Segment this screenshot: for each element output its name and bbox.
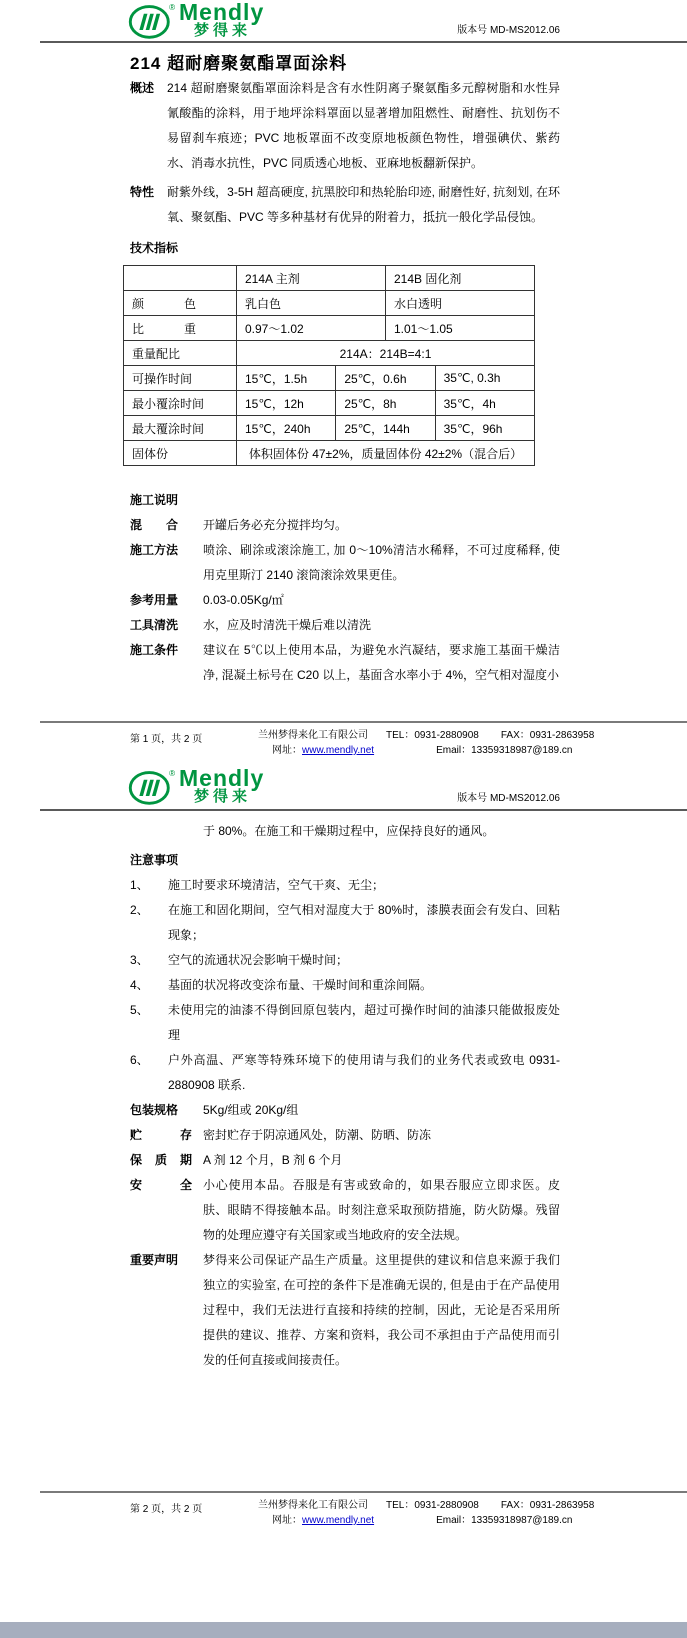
- cleaning-label: 工具清洗: [130, 618, 179, 632]
- packaging-text: 5Kg/组或 20Kg/组: [203, 1103, 299, 1117]
- note-text: 户外高温、严寒等特殊环境下的使用请与我们的业务代表或致电 0931-2880908 联系.: [168, 1053, 560, 1092]
- company-email: Email：13359318987@189.cn: [436, 745, 573, 756]
- footer-content: [130, 728, 687, 758]
- company-fax: FAX：0931-2863958: [500, 730, 595, 741]
- minrecoat-label: 最小覆涂时间: [124, 391, 237, 416]
- page1-footer: [0, 721, 687, 758]
- table-row-min-recoat: [124, 391, 535, 416]
- statement-text: 梦得来公司保证产品生产质量。这里提供的建议和信息来源于我们独立的实验室, 在可控的条件下是准确无误的, 但是由于在产品使用过程中，我们无法进行直接和持续的控制，因此，无论是否采用所提供的建议、推荐、方案和资料，我公司不承担由于产品使用而引发的任何直接或间接责任。: [203, 1253, 560, 1367]
- conditions-continuation-row: [130, 819, 560, 844]
- mixing-row: [130, 513, 560, 538]
- page1-header: [0, 0, 687, 41]
- note-number: 6、: [130, 1053, 149, 1067]
- gravity-b: 1.01～1.05: [385, 316, 534, 341]
- dosage-row: [130, 588, 560, 613]
- safety-text: 小心使用本品。吞服是有害或致命的，如果吞服应立即求医。皮肤、眼睛不得接触本品。时刻注意采取预防措施，防火防爆。残留物的处理应遵守有关国家或当地政府的安全法规。: [203, 1178, 560, 1242]
- ratio-label: 重量配比: [124, 341, 237, 366]
- potlife-15: 15℃，1.5h: [237, 366, 336, 391]
- site-label: 网址：: [272, 1515, 302, 1526]
- shelf-life-label: 保质期: [130, 1153, 192, 1167]
- cleaning-row: [130, 613, 560, 638]
- continuation-spacer: [130, 819, 203, 844]
- note-text: 施工时要求环境清洁，空气干爽、无尘；: [168, 878, 385, 892]
- potlife-label: 可操作时间: [124, 366, 237, 391]
- potlife-25: 25℃，0.6h: [336, 366, 435, 391]
- storage-row: [130, 1123, 560, 1148]
- brand-logo: [128, 765, 265, 806]
- note-text: 基面的状况将改变涂布量、干燥时间和重涂间隔。: [168, 978, 433, 992]
- table-row-solids: [124, 441, 535, 466]
- brand-text: [179, 2, 264, 39]
- note-text: 空气的流通状况会影响干燥时间；: [168, 953, 349, 967]
- overview-text: 214 超耐磨聚氨酯罩面涂料是含有水性阴离子聚氨酯多元醇树脂和水性异氰酸酯的涂料，用于地坪涂料罩面以显著增加阻燃性、耐磨性、抗划伤不易留刹车痕迹；PVC 地板罩面不改变原地板颜色物性，增强碘伏、紫药水、消毒水抗性，PVC 同质透心地板、亚麻地板翻新保护。: [167, 81, 560, 170]
- statement-label: 重要声明: [130, 1253, 179, 1267]
- table-row-potlife: [124, 366, 535, 391]
- brand-logo: [128, 2, 264, 40]
- contact-line: [272, 1513, 594, 1528]
- version-label: 版本号 MD-MS2012.06: [457, 25, 560, 36]
- brand-name-en: Mendly: [179, 0, 265, 25]
- company-tel: TEL：0931-2880908: [386, 730, 479, 741]
- registered-mark: ®: [169, 3, 176, 13]
- table-row-color: [124, 291, 535, 316]
- method-text: 喷涂、刷涂或滚涂施工, 加 0～10%清洁水稀释，不可过度稀释, 使用克里斯汀 2140 滚筒滚涂效果更佳。: [203, 543, 560, 582]
- overview-section: [130, 76, 560, 176]
- cell-empty: [124, 266, 237, 291]
- potlife-35: 35℃, 0.3h: [435, 366, 534, 391]
- header-rule: [40, 809, 687, 811]
- mixing-label: 混合: [130, 518, 178, 532]
- note-item: [130, 1048, 560, 1098]
- conditions-label: 施工条件: [130, 643, 179, 657]
- dosage-label: 参考用量: [130, 593, 179, 607]
- company-name: 兰州梦得来化工有限公司: [258, 730, 368, 741]
- brand-name-cn: 梦得来: [194, 788, 252, 805]
- solids-label: 固体份: [124, 441, 237, 466]
- page-number: 第 2 页，共 2 页: [130, 1504, 203, 1515]
- maxrecoat-25: 25℃，144h: [336, 416, 435, 441]
- packaging-label: 包装规格: [130, 1103, 179, 1117]
- specs-heading: 技术指标: [130, 241, 179, 255]
- cell-col-a: 214A 主剂: [237, 266, 386, 291]
- note-number: 4、: [130, 978, 149, 992]
- minrecoat-15: 15℃，12h: [237, 391, 336, 416]
- note-number: 5、: [130, 1003, 149, 1017]
- page-2: [0, 760, 687, 1373]
- registered-mark: ®: [169, 769, 176, 779]
- note-number: 3、: [130, 953, 149, 967]
- footer-rule: [40, 1491, 687, 1493]
- page-title: 214 超耐磨聚氨酯罩面涂料: [130, 54, 348, 73]
- method-row: [130, 538, 560, 588]
- conditions-row: [130, 638, 560, 688]
- header-rule: [40, 41, 687, 43]
- storage-label: 贮存: [130, 1128, 192, 1142]
- features-section: [130, 180, 560, 230]
- brand-name-en: Mendly: [179, 765, 265, 791]
- site-label: 网址：: [272, 745, 302, 756]
- packaging-row: [130, 1098, 560, 1123]
- note-item: [130, 948, 560, 973]
- mendly-logo-icon: [128, 2, 176, 40]
- cell-col-b: 214B 固化剂: [385, 266, 534, 291]
- construction-heading: 施工说明: [130, 493, 179, 507]
- company-block: [258, 728, 594, 758]
- page-1: [0, 0, 687, 688]
- maxrecoat-15: 15℃，240h: [237, 416, 336, 441]
- table-row-ratio: [124, 341, 535, 366]
- maxrecoat-35: 35℃，96h: [435, 416, 534, 441]
- minrecoat-25: 25℃，8h: [336, 391, 435, 416]
- website-link[interactable]: www.mendly.net: [302, 745, 375, 756]
- version-label: 版本号 MD-MS2012.06: [457, 793, 560, 804]
- method-label: 施工方法: [130, 543, 179, 557]
- brand-text: [179, 765, 265, 805]
- table-row-max-recoat: [124, 416, 535, 441]
- color-a: 乳白色: [237, 291, 386, 316]
- footer-content: [130, 1498, 687, 1528]
- conditions-text: 建议在 5℃以上使用本品，为避免水汽凝结，要求施工基面干燥洁净, 混凝土标号在 C20 以上，基面含水率小于 4%，空气相对湿度小: [203, 643, 560, 682]
- features-label: 特性: [130, 185, 155, 199]
- ratio-value: 214A：214B=4:1: [237, 341, 535, 366]
- company-line: [258, 728, 594, 743]
- color-b: 水白透明: [385, 291, 534, 316]
- page2-footer: [0, 1491, 687, 1528]
- company-line: [258, 1498, 594, 1513]
- table-row-gravity: [124, 316, 535, 341]
- statement-row: [130, 1248, 560, 1373]
- overview-label: 概述: [130, 81, 155, 95]
- company-email: Email：13359318987@189.cn: [436, 1515, 573, 1526]
- company-block: [258, 1498, 594, 1528]
- features-text: 耐紫外线，3-5H 超高硬度, 抗黑胶印和热轮胎印迹, 耐磨性好, 抗刻划, 在环氧、聚氨酯、PVC 等多种基材有优异的附着力，抵抗一般化学品侵蚀。: [167, 185, 560, 224]
- safety-row: [130, 1173, 560, 1248]
- page2-header: [0, 760, 687, 809]
- footer-rule: [40, 721, 687, 723]
- notes-heading: 注意事项: [130, 853, 179, 867]
- note-text: 未使用完的油漆不得倒回原包装内，超过可操作时间的油漆只能做报废处理: [168, 1003, 560, 1042]
- shelf-life-row: [130, 1148, 560, 1173]
- note-item: [130, 998, 560, 1048]
- conditions-continuation-text: 于 80%。在施工和干燥期过程中，应保持良好的通风。: [203, 824, 495, 838]
- company-name: 兰州梦得来化工有限公司: [258, 1500, 368, 1511]
- specs-table: [123, 265, 535, 466]
- solids-value: 体积固体份 47±2%，质量固体份 42±2%（混合后）: [237, 441, 535, 466]
- cleaning-text: 水，应及时清洗干燥后难以清洗: [203, 618, 372, 632]
- company-tel: TEL：0931-2880908: [386, 1500, 479, 1511]
- maxrecoat-label: 最大覆涂时间: [124, 416, 237, 441]
- mendly-logo-icon: [128, 768, 176, 806]
- contact-line: [272, 743, 594, 758]
- company-fax: FAX：0931-2863958: [500, 1500, 595, 1511]
- bottom-scrollbar-track: [0, 1622, 687, 1638]
- minrecoat-35: 35℃，4h: [435, 391, 534, 416]
- website-link[interactable]: www.mendly.net: [302, 1515, 375, 1526]
- note-item: [130, 873, 560, 898]
- color-label: 颜色: [132, 296, 196, 311]
- note-number: 2、: [130, 903, 149, 917]
- note-number: 1、: [130, 878, 149, 892]
- gravity-label: 比重: [132, 321, 196, 336]
- note-item: [130, 973, 560, 998]
- gravity-a: 0.97～1.02: [237, 316, 386, 341]
- table-row-header: [124, 266, 535, 291]
- note-text: 在施工和固化期间，空气相对湿度大于 80%时，漆膜表面会有发白、回粘现象；: [168, 903, 560, 942]
- shelf-life-text: A 剂 12 个月，B 剂 6 个月: [203, 1153, 343, 1167]
- brand-name-cn: 梦得来: [194, 22, 252, 39]
- dosage-text: 0.03-0.05Kg/㎡: [203, 593, 284, 607]
- safety-label: 安全: [130, 1178, 192, 1192]
- page-number: 第 1 页，共 2 页: [130, 734, 203, 745]
- note-item: [130, 898, 560, 948]
- storage-text: 密封贮存于阴凉通风处，防潮、防晒、防冻: [203, 1128, 432, 1142]
- mixing-text: 开罐后务必充分搅拌均匀。: [203, 518, 348, 532]
